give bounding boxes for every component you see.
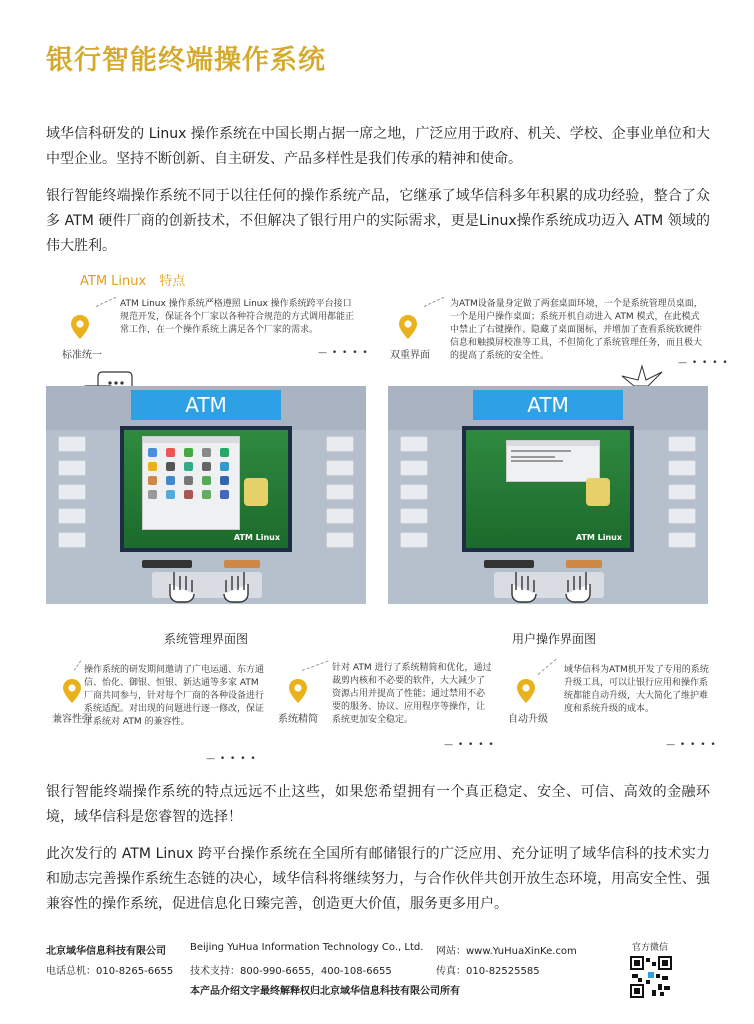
card-slot — [142, 560, 192, 568]
atm-side-key — [400, 460, 428, 476]
atm-side-key — [326, 436, 354, 452]
footer-support: 技术支持：800-990-6655，400-108-6655 — [190, 966, 392, 977]
atm-side-key — [400, 484, 428, 500]
footer-tel: 电话总机：010-8265-6655 — [46, 966, 174, 977]
feature-text-dual: 为ATM设备量身定做了两套桌面环境，一个是系统管理员桌面，一个是用户操作桌面；系统开机自动进入 ATM 模式，在此模式中禁止了右键操作、隐藏了桌面图标，并增加了查看系统软硬件信息和触摸屏校准等工具，不但简化了系统管理任务，而且极大的提高了系统的安全性。 — [450, 299, 703, 361]
intro-paragraph-1: 域华信科研发的 Linux 操作系统在中国长期占据一席之地，广泛应用于政府、机关、学校、企事业单位和大中型企业。坚持不断创新、自主研发、产品多样性是我们传承的精神和使命。 — [46, 126, 710, 167]
intro-paragraph-2: 银行智能终端操作系统不同于以往任何的操作系统产品，它继承了域华信科多年积累的成功经验，整合了众多 ATM 硬件厂商的创新技术，不但解决了银行用户的实际需求，更是Linux操作系统成功迈入 ATM 领域的伟大胜利。 — [46, 188, 710, 254]
feature-label-upgrade: 自动升级 — [508, 714, 548, 725]
footer-website: 网站：www.YuHuaXinKe.com — [436, 946, 577, 957]
dash-connector — [74, 660, 82, 670]
dots-decoration: — • • • • — [444, 740, 495, 750]
dots-decoration: — • • • • — [678, 358, 729, 368]
atm-side-key — [326, 508, 354, 524]
feature-label-lean: 系统精简 — [278, 714, 318, 725]
caption-user: 用户操作界面图 — [512, 632, 597, 646]
atm-side-key — [326, 532, 354, 548]
terminal-window — [506, 440, 600, 482]
card-slot — [566, 560, 602, 568]
dots-decoration: — • • • • — [206, 754, 257, 764]
card-slot — [484, 560, 534, 568]
feature-label-compat: 兼容性强 — [52, 714, 92, 725]
atm-side-key — [58, 508, 86, 524]
footer-company-en: Beijing YuHua Information Technology Co., Ltd. — [190, 942, 424, 953]
dash-connector — [302, 660, 329, 671]
atm-side-key — [400, 508, 428, 524]
map-pin-icon — [62, 678, 82, 704]
atm-side-key — [668, 460, 696, 476]
feature-label-dual: 双重界面 — [390, 350, 430, 361]
atm-side-key — [326, 460, 354, 476]
admin-app-window — [142, 436, 240, 530]
atm-user-illustration — [388, 386, 708, 604]
atm-side-key — [668, 532, 696, 548]
atm-side-key — [400, 436, 428, 452]
dots-decoration: — • • • • — [318, 348, 369, 358]
atm-side-key — [58, 484, 86, 500]
dash-connector — [538, 659, 557, 675]
atm-screen — [120, 426, 292, 552]
dash-connector — [424, 297, 444, 307]
hand-icon — [218, 570, 254, 604]
atm-side-key — [668, 508, 696, 524]
atm-side-key — [668, 436, 696, 452]
atm-side-key — [58, 436, 86, 452]
features-heading: ATM Linux 特点 — [80, 274, 186, 289]
footer-rights: 本产品介绍文字最终解释权归北京域华信息科技有限公司所有 — [190, 986, 460, 997]
hand-icon — [506, 570, 542, 604]
atm-side-key — [400, 532, 428, 548]
feature-text-standard: ATM Linux 操作系统严格遵照 Linux 操作系统跨平台接口规范开发，保证各个厂家以各种符合规范的方式调用都能正常工作，在一个操作系统上满足各个厂家的需求。 — [120, 299, 355, 335]
footer-company-cn: 北京域华信息科技有限公司 — [46, 946, 166, 957]
dots-decoration: — • • • • — [666, 740, 717, 750]
dash-connector — [96, 297, 116, 307]
outro-paragraph-2: 此次发行的 ATM Linux 跨平台操作系统在全国所有邮储银行的广泛应用、充分证明了域华信科的技术实力和励志完善操作系统生态链的决心，域华信科将继续努力，与合作伙伴共创开放生态环境，用高安全性、强兼容性的操作系统，促进信息化日臻完善，创造更大价值，服务更多用户。 — [46, 846, 710, 912]
outro-paragraph-1: 银行智能终端操作系统的特点远远不止这些，如果您希望拥有一个真正稳定、安全、可信、高效的金融环境，域华信科是您睿智的选择！ — [46, 784, 710, 825]
atm-side-key — [326, 484, 354, 500]
hand-icon — [164, 570, 200, 604]
feature-text-lean: 针对 ATM 进行了系统精简和优化，通过裁剪内核和不必要的软件，大大减少了资源占用并提高了性能；通过禁用不必要的服务、协议、应用程序等操作，让系统更加安全稳定。 — [332, 663, 492, 725]
footer-fax: 传真：010-82525585 — [436, 966, 540, 977]
atm-header-sign: ATM — [131, 390, 281, 420]
map-pin-icon — [288, 678, 308, 704]
page-title: 银行智能终端操作系统 — [46, 45, 326, 76]
feature-text-compat: 操作系统的研发期间邀请了广电运通、东方通信、怡化、御银、恒银、新达通等多家 ATM厂商共同参与，针对每个厂商的各种设备进行系统适配。对出现的问题进行逐一修改，保证了系统对 ATM 的兼容性。 — [84, 665, 265, 727]
atm-header-sign: ATM — [473, 390, 623, 420]
feature-text-upgrade: 域华信科为ATM机开发了专用的系统升级工具，可以让银行应用和操作系统都能自动升级，大大简化了维护难度和系统升级的成本。 — [564, 665, 709, 714]
atm-brand-label: ATM Linux — [233, 533, 280, 542]
atm-admin-illustration — [46, 386, 366, 604]
atm-side-key — [58, 532, 86, 548]
map-pin-icon — [516, 678, 536, 704]
atm-side-key — [668, 484, 696, 500]
footer-wechat-label: 官方微信 — [632, 943, 669, 953]
caption-admin: 系统管理界面图 — [164, 632, 249, 646]
hand-icon — [560, 570, 596, 604]
feature-label-standard: 标准统一 — [62, 350, 102, 361]
map-pin-icon — [398, 314, 418, 340]
map-pin-icon — [70, 314, 90, 340]
atm-side-key — [58, 460, 86, 476]
qr-code-icon — [630, 956, 672, 998]
atm-screen — [462, 426, 634, 552]
card-slot — [224, 560, 260, 568]
atm-brand-label: ATM Linux — [575, 533, 622, 542]
